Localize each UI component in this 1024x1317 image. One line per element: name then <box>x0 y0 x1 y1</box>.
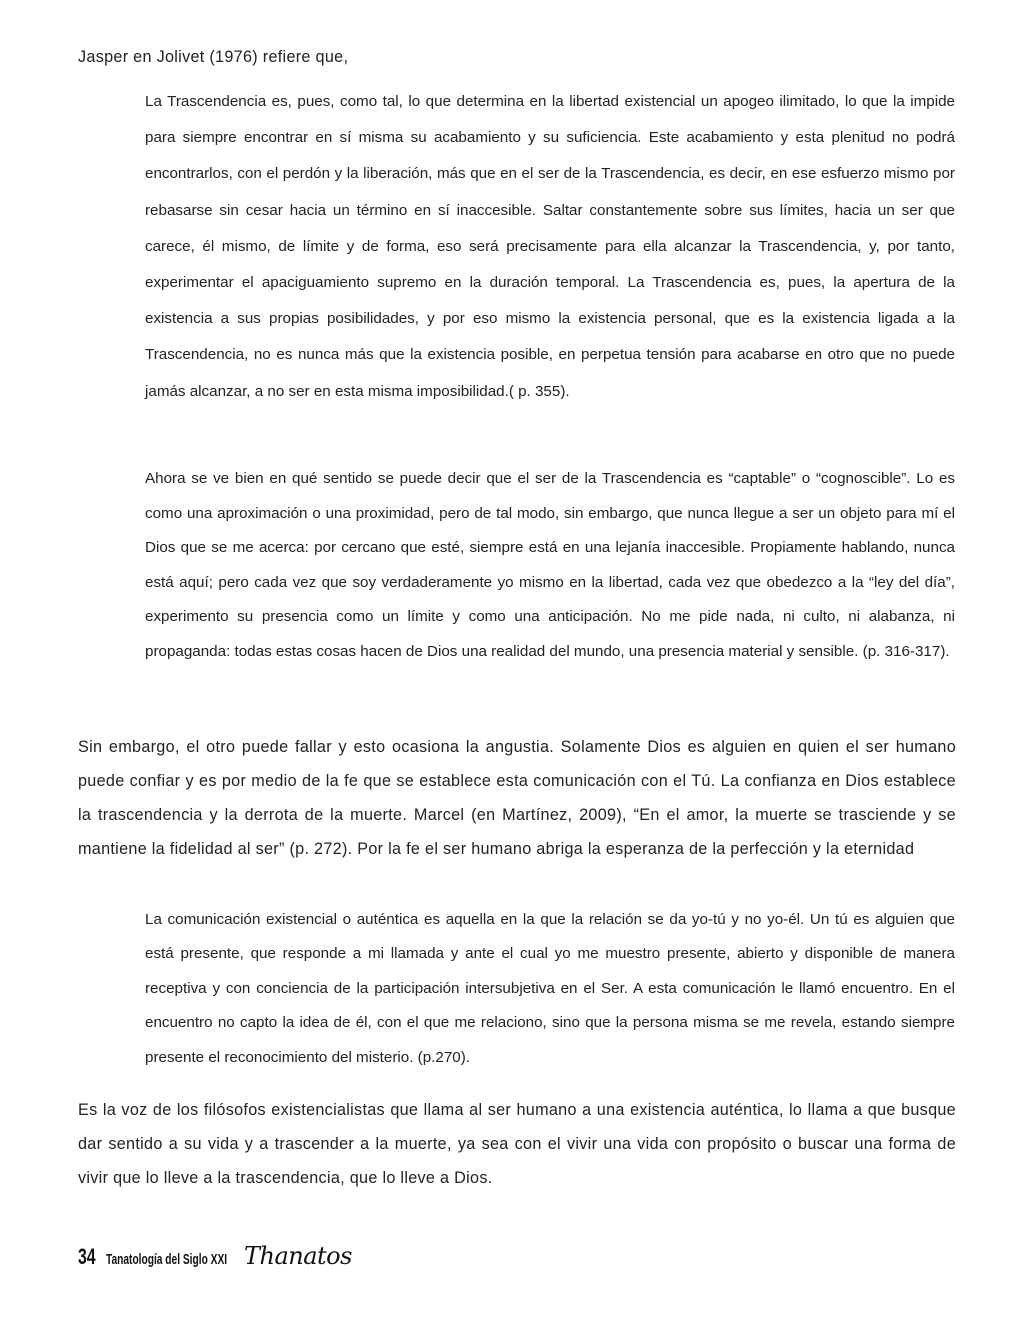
page-number: 34 <box>78 1244 96 1269</box>
block-quote-trascendencia: Ahora se ve bien en qué sentido se puede decir que el ser de la Trascendencia es “captable” o “cognoscible”. Lo es como una aproximación o una proximidad, pero de tal modo, sin embargo, que nunca llegue a ser un objeto para mí el Dios que se me acerca: por cercano que esté, siempre está en una lejanía inaccesible. Propiamente hablando, nunca está aquí; pero cada vez que soy verdaderamente yo mismo en la libertad, cada vez que obedezco a la “ley del día”, experimento su presencia como un límite y como una anticipación. No me pide nada, ni culto, ni alabanza, ni propaganda: todas estas cosas hacen de Dios una realidad del mundo, una presencia material y sensible. (p. 316-317). <box>145 470 955 660</box>
block-quote-comunicacion: La comunicación existencial o auténtica es aquella en la que la relación se da yo-tú y no yo-él. Un tú es alguien que está presente, que responde a mi llamada y ante el cual yo me muestro presente, abierto y disponible de manera receptiva y con conciencia de la participación intersubjetiva en el Ser. A esta comunicación le llamó encuentro. En el encuentro no capto la idea de él, con el que me relaciono, sino que la persona misma se me revela, estando siempre presente el reconocimiento del misterio. (p.270). <box>145 911 955 1066</box>
body-paragraph-marcel: Sin embargo, el otro puede fallar y esto ocasiona la angustia. Solamente Dios es alguien en quien el ser humano puede confiar y es por medio de la fe que se establece esta comunicación con el Tú. La confianza en Dios establece la trascendencia y la derrota de la muerte. Marcel (en Martínez, 2009), “En el amor, la muerte se trasciende y se mantiene la fidelidad al ser” (p. 272). Por la fe el ser humano abriga la esperanza de la perfección y la eternidad <box>78 738 956 858</box>
body-paragraph-existencialistas: Es la voz de los filósofos existencialistas que llama al ser humano a una existencia auténtica, lo llama a que busque dar sentido a su vida y a trascender a la muerte, ya sea con el vivir una vida con propósito o buscar una forma de vivir que lo lleve a la trascendencia, que lo lleve a Dios. <box>78 1101 956 1187</box>
intro-paragraph: Jasper en Jolivet (1976) refiere que, <box>78 48 349 66</box>
block-quote-jaspers: La Trascendencia es, pues, como tal, lo que determina en la libertad existencial un apogeo ilimitado, lo que la impide para siempre encontrar en sí misma su acabamiento y su suficiencia. Este acabamiento y esta plenitud no podrá encontrarlos, con el perdón y la liberación, más que en el ser de la Trascendencia, es decir, en ese esfuerzo mismo por rebasarse sin cesar hacia un término en sí inaccesible. Saltar constantemente sobre sus límites, hacia un ser que carece, él mismo, de límite y de forma, eso será precisamente para ella alcanzar la Trascendencia, y, por tanto, experimentar el apaciguamiento supremo en la duración temporal. La Trascendencia es, pues, la apertura de la existencia a sus propias posibilidades, y por eso mismo la existencia personal, que es la existencia ligada a la Trascendencia, no es nunca más que la existencia posible, en perpetua tensión para acabarse en otro que no puede jamás alcanzar, a no ser en esta misma imposibilidad.( p. 355). <box>145 93 955 400</box>
thanatos-logo: Thanatos <box>244 1242 352 1270</box>
page-footer <box>78 1242 352 1276</box>
journal-name: Tanatología del Siglo XXI <box>106 1251 228 1268</box>
